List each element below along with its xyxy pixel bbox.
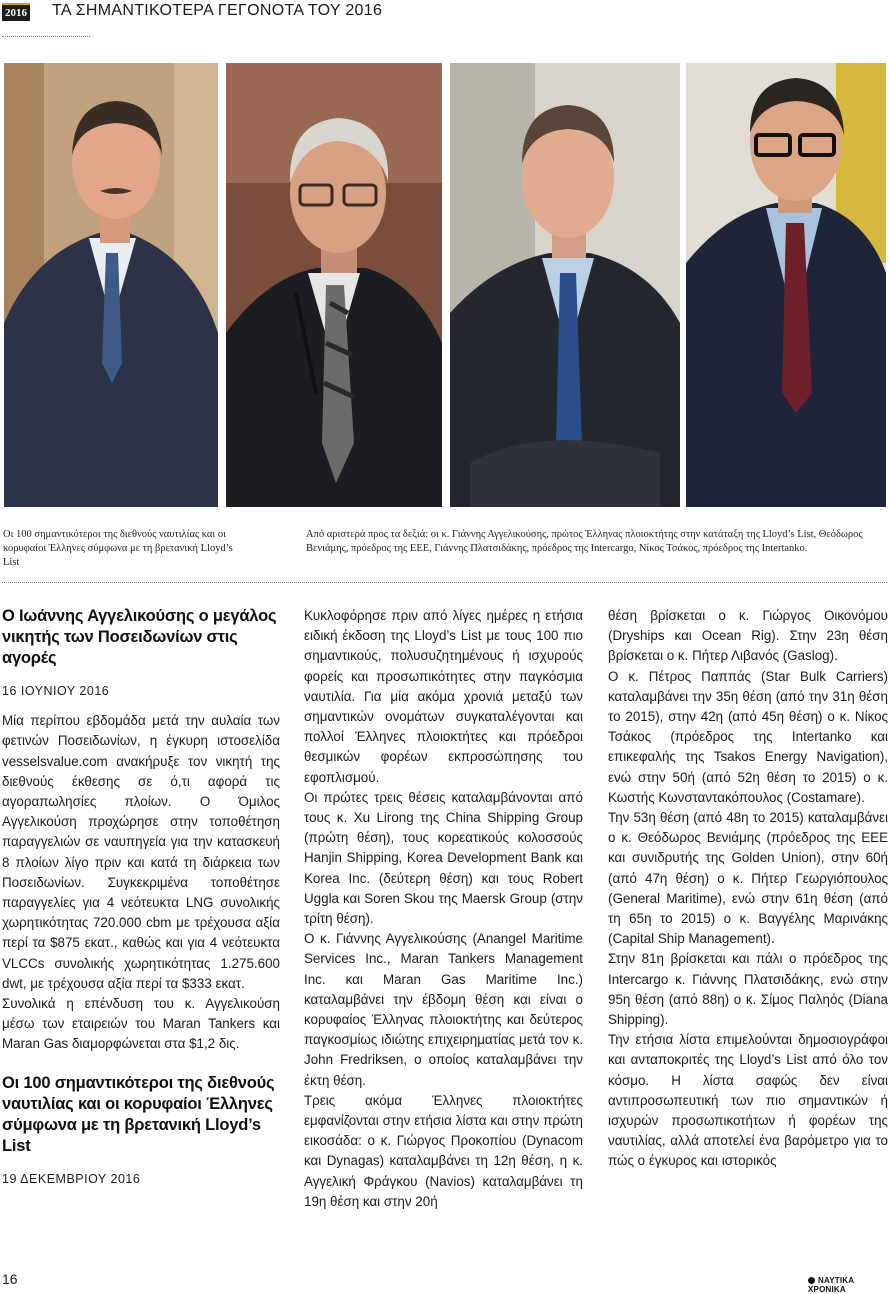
- caption-divider: [2, 582, 887, 583]
- article2-paragraph: Κυκλοφόρησε πριν από λίγες ημέρες η ετήσια ειδική έκδοση της Lloyd’s List με τους 100 πιο σημαντικούς, πολυσυζητημένους ή ισχυρούς φορείς και προσωπικότητες στην παγκόσμια ναυτιλία. Για μία ακόμα χρονιά μεταξύ των σημαντικών ονομάτων συγκαταλέγονται και πολλοί Έλληνες πλοιοκτήτες και πρόεδροι θεσμικών φορέων εκπροσώπησης του εφοπλισμού.: [304, 608, 583, 785]
- article2-paragraph: Την ετήσια λίστα επιμελούνται δημοσιογράφοι και ανταποκριτές της Lloyd’s List από όλο τον κόσμο. Η λίστα σαφώς δεν είναι αντιπροσωπευτική των πιο σημαντικών ή ισχυρών προσωπικοτήτων ή φορέων της ναυτιλίας, αλλά αποτελεί ένα βαρόμετρο για το πώς ο έγκυρος και ιστορικός: [608, 1032, 888, 1169]
- article2-date: 19 ΔΕΚΕΜΒΡΙΟΥ 2016: [2, 1171, 141, 1186]
- portrait-image: [4, 63, 218, 507]
- brand-name: ΝΑΥΤΙΚΑ ΧΡΟΝΙΚΑ: [808, 1276, 855, 1294]
- column-2: [304, 606, 583, 1212]
- article1-paragraph: Συνολικά η επένδυση του κ. Αγγελικούση μέσω των εταιρειών του Maran Tankers και Maran Gas διαμορφώνεται στα $1,2 δις.: [2, 996, 280, 1052]
- article2-paragraph: θέση βρίσκεται ο κ. Γιώργος Οικονόμου (Dryships και Ocean Rig). Στην 23η θέση βρίσκεται ο κ. Πήτερ Λιβανός (Gaslog).: [608, 608, 888, 664]
- article1-date: 16 ΙΟΥΝΙΟΥ 2016: [2, 684, 110, 698]
- section-title: ΤΑ ΣΗΜΑΝΤΙΚΟΤΕΡΑ ΓΕΓΟΝΟΤΑ ΤΟΥ 2016: [52, 2, 383, 19]
- photo-angelicoussis: [4, 63, 218, 507]
- page-header: [0, 0, 889, 28]
- article2-paragraph: Στην 81η βρίσκεται και πάλι ο πρόεδρος της Intercargo κ. Γιάννης Πλατσιδάκης, ενώ στην 95η θέση (από 88η) ο κ. Σίμος Παληός (Diana Shipping).: [608, 951, 888, 1028]
- article2-paragraph: Οι πρώτες τρεις θέσεις καταλαμβάνονται από τους κ. Xu Lirong της China Shipping Group (πρώτη θέση), τους κορεατικούς κολοσσούς Hanjin Shipping, Korea Development Bank και Korea Inc. (δεύτερη θέση) και τους Robert Uggla και Soren Skou της Maersk Group (στην τρίτη θέση).: [304, 789, 583, 927]
- article2-paragraph: Ο κ. Πέτρος Παππάς (Star Bulk Carriers) καταλαμβάνει την 35η θέση (από την 31η θέση το 2015), στην 42η (από 45η θέση) ο κ. Νίκος Τσάκος (πρόεδρος της Intertanko και επικεφαλής της Tsakos Energy Navigation), ενώ στην 50ή (από 52η θέση το 2015) ο κ. Κωστής Κωνσταντακόπουλος (Costamare).: [608, 668, 888, 805]
- photo-platsidakis: [450, 63, 680, 507]
- article2-paragraph: Τρεις ακόμα Έλληνες πλοιοκτήτες εμφανίζονται στην ετήσια λίστα και στην πρώτη εικοσάδα: ο κ. Γιώργος Προκοπίου (Dynacom και Dynagas) καταλαμβάνει τη 12η θέση, η κ. Αγγελική Φράγκου (Navios) καταλαμβάνει τη 19η θέση και στην 20ή: [304, 1092, 583, 1209]
- caption-left: Οι 100 σημαντικότεροι της διεθνούς ναυτιλίας και οι κορυφαίοι Έλληνες σύμφωνα με τη βρετανική Lloyd’s List: [3, 529, 233, 568]
- article2-paragraph: Την 53η θέση (από 48η το 2015) καταλαμβάνει ο κ. Θεόδωρος Βενιάμης (πρόεδρος της ΕΕΕ και συνιδρυτής της Golden Union), στην 60ή (από 47η θέση) ο κ. Πήτερ Γεωργιόπουλος (General Maritime), ενώ στην 61η θέση (από τη 65η το 2015) ο κ. Βαγγέλης Μαρινάκης (Capital Ship Management).: [608, 810, 888, 947]
- caption-right: Από αριστερά προς τα δεξιά: οι κ. Γιάννης Αγγελικούσης, πρώτος Έλληνας πλοιοκτήτης στην κατάταξη της Lloyd’s List, Θεόδωρος Βενιάμης, πρόεδρος της ΕΕΕ, Γιάννης Πλατσιδάκης, πρόεδρος της Intercargo, Νίκος Τσάκος, πρόεδρος της Intertanko.: [306, 529, 863, 554]
- column-3: [608, 606, 888, 1172]
- page-number: 16: [2, 1271, 18, 1287]
- portrait-image: [686, 63, 886, 507]
- column-1: [2, 606, 280, 1199]
- year-badge: 2016: [2, 3, 30, 21]
- photo-tsakos: [686, 63, 886, 507]
- publication-brand: [808, 1276, 889, 1294]
- article2-headline: Οι 100 σημαντικότεροι της διεθνούς ναυτιλίας και οι κορυφαίοι Έλληνες σύμφωνα με τη βρετανική Lloyd’s List: [2, 1073, 275, 1155]
- portrait-image: [450, 63, 680, 507]
- photo-veniamis: [226, 63, 442, 507]
- article2-paragraph: Ο κ. Γιάννης Αγγελικούσης (Anangel Maritime Services Inc., Maran Tankers Management Inc. και Maran Gas Maritime Inc.) καταλαμβάνει την έβδομη θέση και είναι ο κορυφαίος Έλληνας πλοιοκτήτης και δεύτερος παγκοσμίως ιδιώτης επιχειρηματίας μετά τον κ. John Fredriksen, ο οποίος καταλαμβάνει την έκτη θέση.: [304, 931, 583, 1088]
- portrait-image: [226, 63, 442, 507]
- header-divider: [2, 36, 90, 37]
- article1-paragraph: Μία περίπου εβδομάδα μετά την αυλαία των φετινών Ποσειδωνίων, η έγκυρη ιστοσελίδα vesselsvalue.com ανακήρυξε τον νικητή της διεθνούς έκθεσης σε ό,τι αφορά τις αγοραπωλησίες πλοίων. Ο Όμιλος Αγγελικούση προχώρησε στην τοποθέτηση παραγγελιών σε ναυπηγεία για την κατασκευή 8 πλοίων λίγο πριν και κατά τη διάρκεια των Ποσειδωνίων. Συγκεκριμένα τοποθέτησε παραγγελίες για 4 νεότευκτα LNG συνολικής χωρητικότητας 720.000 cbm με τρέχουσα αξία περί τα $875 εκατ., καθώς και για 4 νεότευκτα VLCCs συνολικής χωρητικότητας 1.275.600 dwt, με τρέχουσα αξία περί τα $333 εκατ.: [2, 713, 280, 991]
- article1-headline: Ο Ιωάννης Αγγελικούσης ο μεγάλος νικητής των Ποσειδωνίων στις αγορές: [2, 607, 277, 667]
- brand-logo-icon: [808, 1277, 815, 1284]
